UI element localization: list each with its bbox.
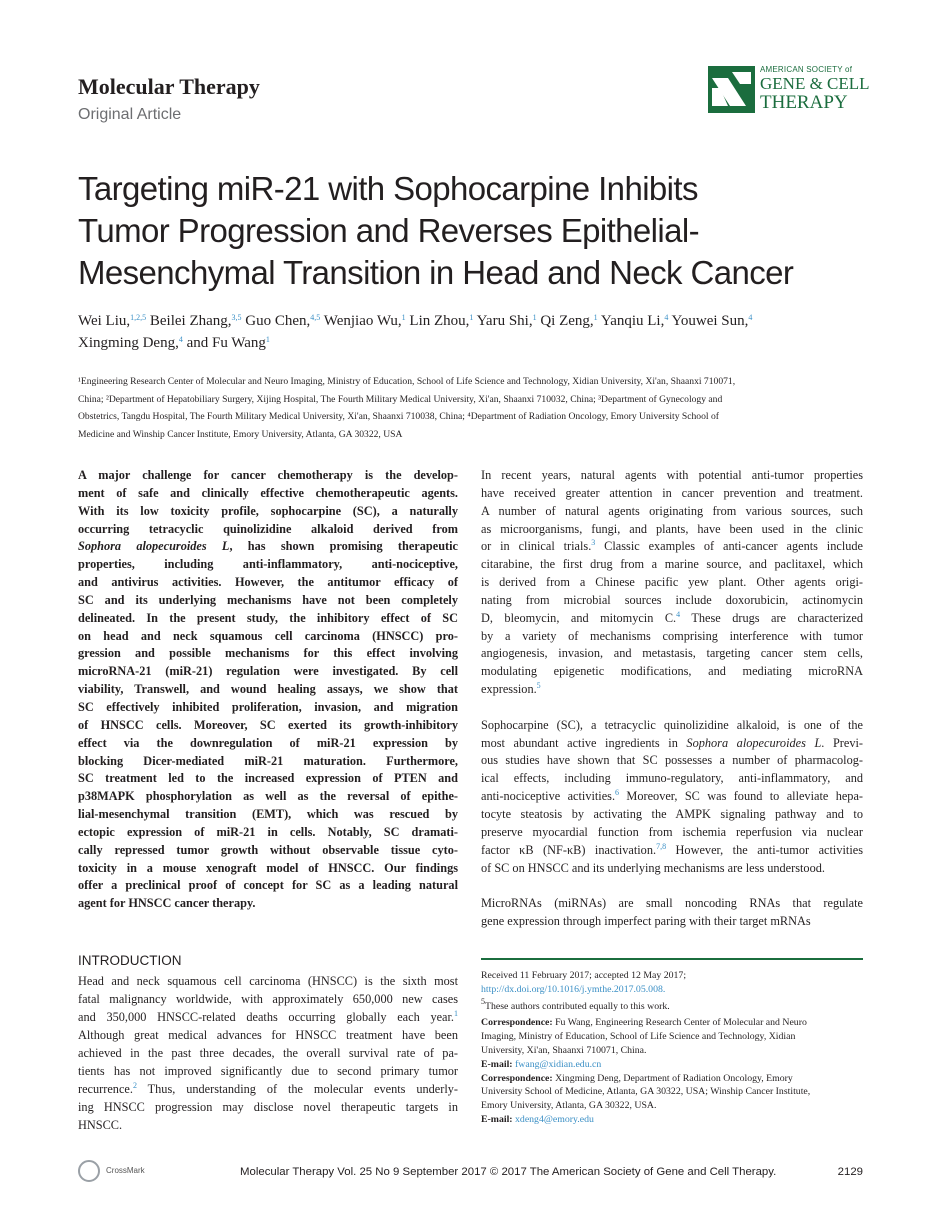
citation-ref: 1: [454, 1009, 458, 1018]
text-line: MicroRNAs (miRNAs) are small noncoding RNAs that regulate: [481, 896, 863, 911]
footnote-divider: [481, 958, 863, 960]
author-affiliation-ref: 4: [748, 313, 753, 322]
article-footnotes: [481, 969, 863, 1127]
abstract-line: of HNSCC cells. Moreover, SC exerted its growth-inhibitory: [78, 717, 458, 732]
logo-text-gene-cell: GENE & CELL: [760, 74, 870, 93]
affiliations: [78, 373, 868, 443]
text-line: citarabine, the first drug from a marine source, and paclitaxel, which: [481, 557, 863, 572]
abstract-line: lial-mesenchymal transition (EMT), which was rescued by: [78, 807, 458, 822]
article-title: [78, 168, 878, 294]
author-name: Beilei Zhang,: [146, 313, 232, 329]
logo-text-therapy: THERAPY: [760, 92, 848, 113]
abstract-line: agent for HNSCC cancer therapy.: [78, 896, 256, 911]
author-line: [78, 332, 868, 354]
affiliation-line: Obstetrics, Tangdu Hospital, The Fourth Military Medical University, Xi'an, Shaanxi 710038, China; ⁴Department of Radiation Oncology, Emory University School of: [78, 411, 719, 423]
text-line: gene expression through imperfect paring with their target mRNAs: [481, 914, 811, 928]
paragraph-sophocarpine: [481, 717, 863, 878]
doi-link[interactable]: http://dx.doi.org/10.1016/j.ymthe.2017.05.008.: [481, 983, 666, 995]
text-line: Although great medical advances for HNSCC treatment have been: [78, 1028, 458, 1042]
right-column: [481, 467, 863, 949]
introduction-heading: INTRODUCTION: [78, 953, 182, 968]
abstract-line: on head and neck squamous cell carcinoma (HNSCC) pro-: [78, 628, 458, 643]
author-affiliation-ref: 1: [469, 313, 474, 322]
text-line: have received greater attention in cancer prevention and treatment.: [481, 485, 863, 500]
citation-ref: 5: [536, 681, 541, 691]
abstract-line: p38MAPK phosphorylation as well as the reversal of epithe-: [78, 789, 458, 804]
text-line: by a variety of mechanisms comprising interference with tumor: [481, 628, 863, 643]
author-affiliation-ref: 1,2,5: [130, 313, 147, 322]
text-line: expression.$^5$: [481, 681, 541, 697]
citation-ref: 2: [132, 1081, 137, 1090]
crossmark-icon: [78, 1160, 100, 1182]
title-line: Targeting miR-21 with Sophocarpine Inhibits: [78, 170, 698, 207]
abstract-line: Sophora alopecuroides L, has shown promising therapeutic: [78, 539, 459, 554]
abstract-line: delineated. In the present study, the inhibitory effect of SC: [78, 610, 458, 625]
text-line: HNSCC.: [78, 1118, 123, 1132]
abstract-line: cally repressed tumor growth without observable tissue cyto-: [78, 842, 458, 857]
text-line: or in clinical trials.$^3$ Classic examples of anti-cancer agents include: [481, 538, 863, 554]
text-line: nating from microbial sources include doxorubicin, actinomycin: [481, 592, 863, 607]
citation-ref: 4: [676, 609, 681, 619]
correspondence-2: Correspondence: Xingming Deng, Department of Radiation Oncology, Emory University School of Medicine, Atlanta, GA 30322, USA; Winship Cancer Institute, Emory University, Atlanta, GA 30322, USA.: [481, 1072, 811, 1112]
abstract-line: SC and its underlying mechanisms have not been completely: [78, 592, 458, 607]
article-type: Original Article: [78, 106, 182, 123]
asgct-logo: [708, 64, 870, 116]
citation-ref: 7,8: [656, 841, 667, 851]
author-name: Lin Zhou,: [405, 313, 470, 329]
abstract-line: offer a preclinical proof of concept for SC as a leading natural: [78, 878, 458, 893]
author-list: [78, 310, 868, 354]
author-affiliation-ref: 1: [401, 313, 406, 322]
author-name: Xingming Deng,: [78, 335, 179, 351]
text-line: preserve myocardial function from ischemia reperfusion via nuclear: [481, 824, 863, 839]
citation-ref: 3: [591, 538, 596, 548]
author-affiliation-ref: 1: [265, 335, 270, 344]
paragraph-micrornas: [481, 895, 863, 931]
paragraph-natural-agents: [481, 467, 863, 699]
title-line: Tumor Progression and Reverses Epithelial-: [78, 212, 700, 249]
text-line: tocyte steatosis by activating the AMPK signaling pathway and to: [481, 806, 863, 821]
asgct-logo-icon: [708, 66, 755, 113]
abstract-line: ectopic expression of miR-21 in cells. Notably, SC dramati-: [78, 824, 458, 839]
affiliation-line: China; ²Department of Hepatobiliary Surgery, Xijing Hospital, The Fourth Military Medical University, Xi'an, Shaanxi 710032, China; ³Department of Gynecology and: [78, 393, 723, 405]
citation-ref: 6: [615, 788, 620, 798]
text-line: ing HNSCC progression may disclose novel therapeutic targets in: [78, 1100, 458, 1114]
author-name: Youwei Sun,: [668, 313, 749, 329]
text-line: of SC on HNSCC and its underlying mechanisms are less understood.: [481, 860, 825, 875]
text-line: A number of natural agents originating from various sources, such: [481, 503, 863, 518]
text-line: fatal malignancy worldwide, with approximately 650,000 new cases: [78, 992, 458, 1006]
text-line: modulating epigenetic modifications, and mediating microRNA: [481, 664, 863, 679]
crossmark-label: CrossMark: [106, 1166, 145, 1175]
text-line: factor κB (NF-κB) inactivation.$^{7,8}$ However, the anti-tumor activities: [481, 841, 863, 857]
author-affiliation-ref: 4: [664, 313, 669, 322]
text-line: In recent years, natural agents with potential anti-tumor properties: [481, 468, 863, 482]
abstract-line: blocking Dicer-mediated miR-21 maturation. Furthermore,: [78, 753, 458, 768]
author-affiliation-ref: 3,5: [231, 313, 242, 322]
footer-citation: Molecular Therapy Vol. 25 No 9 September 2017 © 2017 The American Society of Gene and Cell Therapy.: [240, 1166, 777, 1178]
abstract-line: gression and possible mechanisms for this effect involving: [78, 646, 458, 661]
received-dates: Received 11 February 2017; accepted 12 May 2017;: [481, 970, 687, 981]
abstract-line: occurring tetracyclic quinolizidine alkaloid derived from: [78, 521, 458, 536]
author-name: and Fu Wang: [182, 335, 266, 351]
title-line: Mesenchymal Transition in Head and Neck Cancer: [78, 254, 794, 291]
abstract-line: and antivirus activities. However, the antitumor efficacy of: [78, 575, 458, 590]
text-line: achieved in the past three decades, the overall survival rate of pa-: [78, 1046, 458, 1060]
abstract-line: viability, Transwell, and wound healing assays, we show that: [78, 682, 458, 697]
text-line: tients has not improved significantly due to second primary tumor: [78, 1064, 458, 1078]
text-line: angiogenesis, invasion, and metastasis, targeting cancer stem cells,: [481, 646, 863, 661]
text-line: Head and neck squamous cell carcinoma (HNSCC) is the sixth most: [78, 974, 458, 988]
email-link-xdeng[interactable]: xdeng4@emory.edu: [515, 1113, 594, 1125]
correspondence-1: Correspondence: Fu Wang, Engineering Research Center of Molecular and Neuro Imaging, Ministry of Education, School of Life Science and Technology, Xidian University, Xi'an, Shaanxi 710071, China.: [481, 1017, 807, 1056]
text-line: is derived from a Chinese pacific yew plant. Other agents origi-: [481, 575, 863, 590]
author-name: Yanqiu Li,: [597, 313, 665, 329]
page-number: 2129: [837, 1166, 863, 1178]
abstract-line: With its low toxicity profile, sophocarpine (SC), a naturally: [78, 503, 458, 518]
email-link-fwang[interactable]: fwang@xidian.edu.cn: [515, 1058, 602, 1070]
text-line: anti-nociceptive activities.$^6$ Moreover, SC was found to alleviate hepa-: [481, 788, 864, 804]
abstract-line: SC treatment led to the increased expression of PTEN and: [78, 771, 458, 786]
text-line: most abundant active ingredients in Sophora alopecuroides L. Previ-: [481, 735, 863, 750]
author-affiliation-ref: 4: [178, 335, 183, 344]
author-affiliation-ref: 1: [593, 313, 598, 322]
author-name: Guo Chen,: [241, 313, 311, 329]
email-2: E-mail: xdeng4@emory.edu: [481, 1113, 594, 1125]
author-affiliation-ref: 1: [532, 313, 537, 322]
text-line: Sophocarpine (SC), a tetracyclic quinolizidine alkaloid, is one of the: [481, 717, 863, 732]
author-name: Qi Zeng,: [536, 313, 594, 329]
author-affiliation-ref: 4,5: [310, 313, 321, 322]
text-line: ical effects, including immuno-regulatory, anti-inflammatory, and: [481, 771, 863, 786]
abstract: [78, 467, 458, 913]
text-line: ous studies have shown that SC possesses a number of pharmacolog-: [481, 753, 863, 768]
text-line: D, bleomycin, and mitomycin C.$^4$ These drugs are characterized: [481, 609, 863, 625]
email-1: E-mail: fwang@xidian.edu.cn: [481, 1058, 602, 1070]
affiliation-line: Medicine and Winship Cancer Institute, Emory University, Atlanta, GA 30322, USA: [78, 428, 403, 440]
affiliation-line: ¹Engineering Research Center of Molecular and Neuro Imaging, Ministry of Education, School of Life Science and Technology, Xidian University, Xi'an, Shaanxi 710071,: [78, 376, 736, 387]
author-name: Wenjiao Wu,: [320, 313, 402, 329]
text-line: recurrence.$^2$ Thus, understanding of the molecular events underly-: [78, 1081, 458, 1096]
author-name: Yaru Shi,: [473, 313, 533, 329]
logo-text-society: AMERICAN SOCIETY of: [760, 65, 853, 74]
journal-name: Molecular Therapy: [78, 74, 260, 99]
equal-contribution-note: $^5$These authors contributed equally to this work.: [481, 996, 670, 1012]
abstract-line: SC effectively inhibited proliferation, invasion, and migration: [78, 699, 458, 714]
introduction-paragraph: [78, 972, 458, 1134]
abstract-line: A major challenge for cancer chemotherapy is the develop-: [78, 468, 458, 482]
text-line: as microorganisms, fungi, and plants, have been used in the clinic: [481, 521, 863, 536]
abstract-line: toxicity in a mouse xenograft model of HNSCC. Our findings: [78, 860, 458, 875]
crossmark-badge[interactable]: [78, 1160, 158, 1184]
author-name: Wei Liu,: [78, 313, 131, 329]
abstract-line: ment of safe and clinically effective chemotherapeutic agents.: [78, 485, 458, 500]
abstract-line: microRNA-21 (miR-21) regulation were investigated. By cell: [78, 664, 458, 679]
abstract-line: properties, including anti-inflammatory, anti-nociceptive,: [78, 557, 458, 572]
text-line: and 350,000 HNSCC-related deaths occurring globally each year.$^1$: [78, 1009, 458, 1024]
abstract-line: effect via the downregulation of miR-21 expression by: [78, 735, 458, 750]
author-line: [78, 310, 868, 332]
